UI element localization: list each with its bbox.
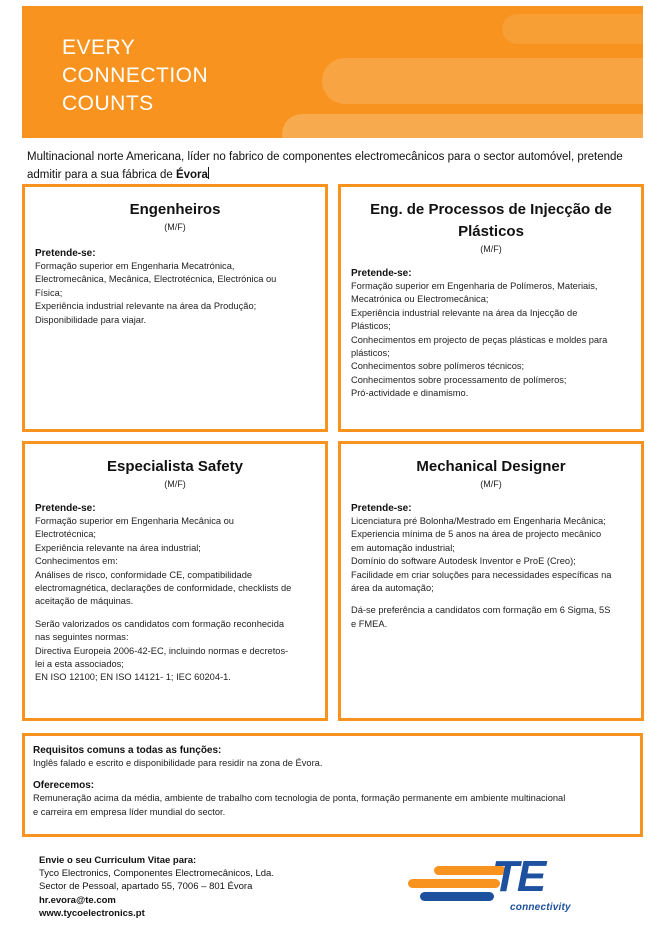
requirement-line: Formação superior em Engenharia Mecânica ou <box>35 516 234 526</box>
requirement-line: Facilidade em criar soluções para necessidades específicas na <box>351 569 612 580</box>
logo-stripe <box>420 892 494 901</box>
requirement-line: Formação superior em Engenharia Mecatrónica, <box>35 261 235 271</box>
common-requirements-heading: Requisitos comuns a todas as funções: <box>33 745 222 756</box>
requirements-heading: Pretende-se: <box>35 503 96 514</box>
valued-line: Serão valorizados os candidatos com formação reconhecida <box>35 618 285 629</box>
requirements-heading: Pretende-se: <box>35 248 96 259</box>
banner-decorative-stripe <box>282 114 643 138</box>
contact-block <box>39 854 274 920</box>
banner-decorative-stripe <box>322 58 643 104</box>
requirement-line: Electrotécnica; <box>35 529 96 540</box>
job-title: Mechanical Designer <box>416 458 566 475</box>
requirement-line: Domínio do software Autodesk Inventor e ProE (Creo); <box>351 556 576 567</box>
requirement-line: Electromecânica, Mecânica, Electrotécnica, Electrónica ou <box>35 274 277 285</box>
requirement-line: Experiencia mínima de 5 anos na área de projecto mecânico <box>351 529 602 540</box>
requirement-line: Conhecimentos em projecto de peças plásticas e moldes para <box>351 334 608 345</box>
requirement-line: Mecatrónica ou Electromecânica; <box>351 294 489 305</box>
te-connectivity-logo <box>400 852 620 922</box>
offer-line: Remuneração acima da média, ambiente de trabalho com tecnologia de ponta, formação permanente em ambiente multinacional <box>33 793 566 804</box>
text-cursor <box>208 167 209 179</box>
website-link[interactable]: www.tycoelectronics.pt <box>39 907 145 919</box>
cv-heading: Envie o seu Curriculum Vitae para: <box>39 855 197 866</box>
offer-line: e carreira em empresa líder mundial do sector. <box>33 806 226 817</box>
requirement-line: Pró-actividade e dinamismo. <box>351 388 469 399</box>
job-title: Especialista Safety <box>107 458 243 475</box>
job-card-injeccao-plasticos <box>338 184 644 432</box>
intro-paragraph <box>27 148 639 184</box>
requirements-heading: Pretende-se: <box>351 268 412 279</box>
paragraph-gap <box>33 770 632 779</box>
paragraph-gap <box>351 595 631 604</box>
valued-line: EN ISO 12100; EN ISO 14121- 1; IEC 60204-1. <box>35 672 231 683</box>
requirement-line: Licenciatura pré Bolonha/Mestrado em Engenharia Mecânica; <box>351 516 606 526</box>
intro-text: Multinacional norte Americana, líder no fabrico de componentes electromecânicos para o sector automóvel, pretende admitir para a sua fábrica de <box>27 151 623 181</box>
requirement-line: Experiência industrial relevante na área da Produção; <box>35 301 257 312</box>
paragraph-gap <box>35 609 315 618</box>
common-requirements-text: Inglês falado e escrito e disponibilidade para residir na zona de Évora. <box>33 758 323 768</box>
intro-location: Évora <box>175 169 208 181</box>
email-link[interactable]: hr.evora@te.com <box>39 894 116 906</box>
postal-address: Sector de Pessoal, apartado 55, 7006 – 801 Évora <box>39 881 253 893</box>
valued-line: nas seguintes normas: <box>35 632 129 643</box>
job-card-engenheiros <box>22 184 328 432</box>
slogan-line: EVERY <box>62 36 136 59</box>
offer-heading: Oferecemos: <box>33 780 95 792</box>
preference-line: Dá-se preferência a candidatos com formação em 6 Sigma, 5S <box>351 605 611 616</box>
requirement-line: em automação industrial; <box>351 542 455 553</box>
slogan-line: CONNECTION <box>62 64 209 87</box>
banner-slogan <box>62 34 208 118</box>
logo-mark: TE <box>492 852 545 901</box>
requirements-heading: Pretende-se: <box>351 503 412 514</box>
header-banner <box>22 6 643 138</box>
company-name: Tyco Electronics, Componentes Electromecânicos, Lda. <box>39 868 274 880</box>
requirement-line: Física; <box>35 287 63 298</box>
job-title: Engenheiros <box>129 201 221 218</box>
requirement-line: Conhecimentos sobre processamento de polímeros; <box>351 374 567 385</box>
requirement-line: Conhecimentos sobre polímeros técnicos; <box>351 361 525 372</box>
gender-note: (M/F) <box>480 244 502 254</box>
slogan-line: COUNTS <box>62 92 154 115</box>
logo-tagline: connectivity <box>510 902 571 913</box>
job-card-especialista-safety <box>22 441 328 721</box>
valued-line: Directiva Europeia 2006-42-EC, incluindo normas e decretos- <box>35 645 289 656</box>
requirement-line: Disponibilidade para viajar. <box>35 314 147 325</box>
gender-note: (M/F) <box>164 222 186 232</box>
job-title: Eng. de Processos de Injecção de Plásticos <box>370 201 612 240</box>
requirement-line: Conhecimentos em: <box>35 556 118 567</box>
job-card-mechanical-designer <box>338 441 644 721</box>
requirement-line: Análises de risco, conformidade CE, compatibilidade <box>35 569 253 580</box>
preference-line: e FMEA. <box>351 618 388 629</box>
requirement-line: electromagnética, declarações de conformidade, checklists de <box>35 583 292 594</box>
requirement-line: Experiência industrial relevante na área da Injecção de <box>351 307 578 318</box>
banner-decorative-stripe <box>502 14 643 44</box>
requirement-line: área da automação; <box>351 583 434 594</box>
valued-line: lei a esta associados; <box>35 659 124 670</box>
requirement-line: Formação superior em Engenharia de Polímeros, Materiais, <box>351 281 598 291</box>
logo-stripe <box>408 879 500 888</box>
gender-note: (M/F) <box>480 479 502 489</box>
gender-note: (M/F) <box>164 479 186 489</box>
requirement-line: aceitação de máquinas. <box>35 596 134 607</box>
requirement-line: plásticos; <box>351 348 390 359</box>
common-requirements-card <box>22 733 643 837</box>
requirement-line: Experiência relevante na área industrial; <box>35 542 201 553</box>
requirement-line: Plásticos; <box>351 321 391 332</box>
